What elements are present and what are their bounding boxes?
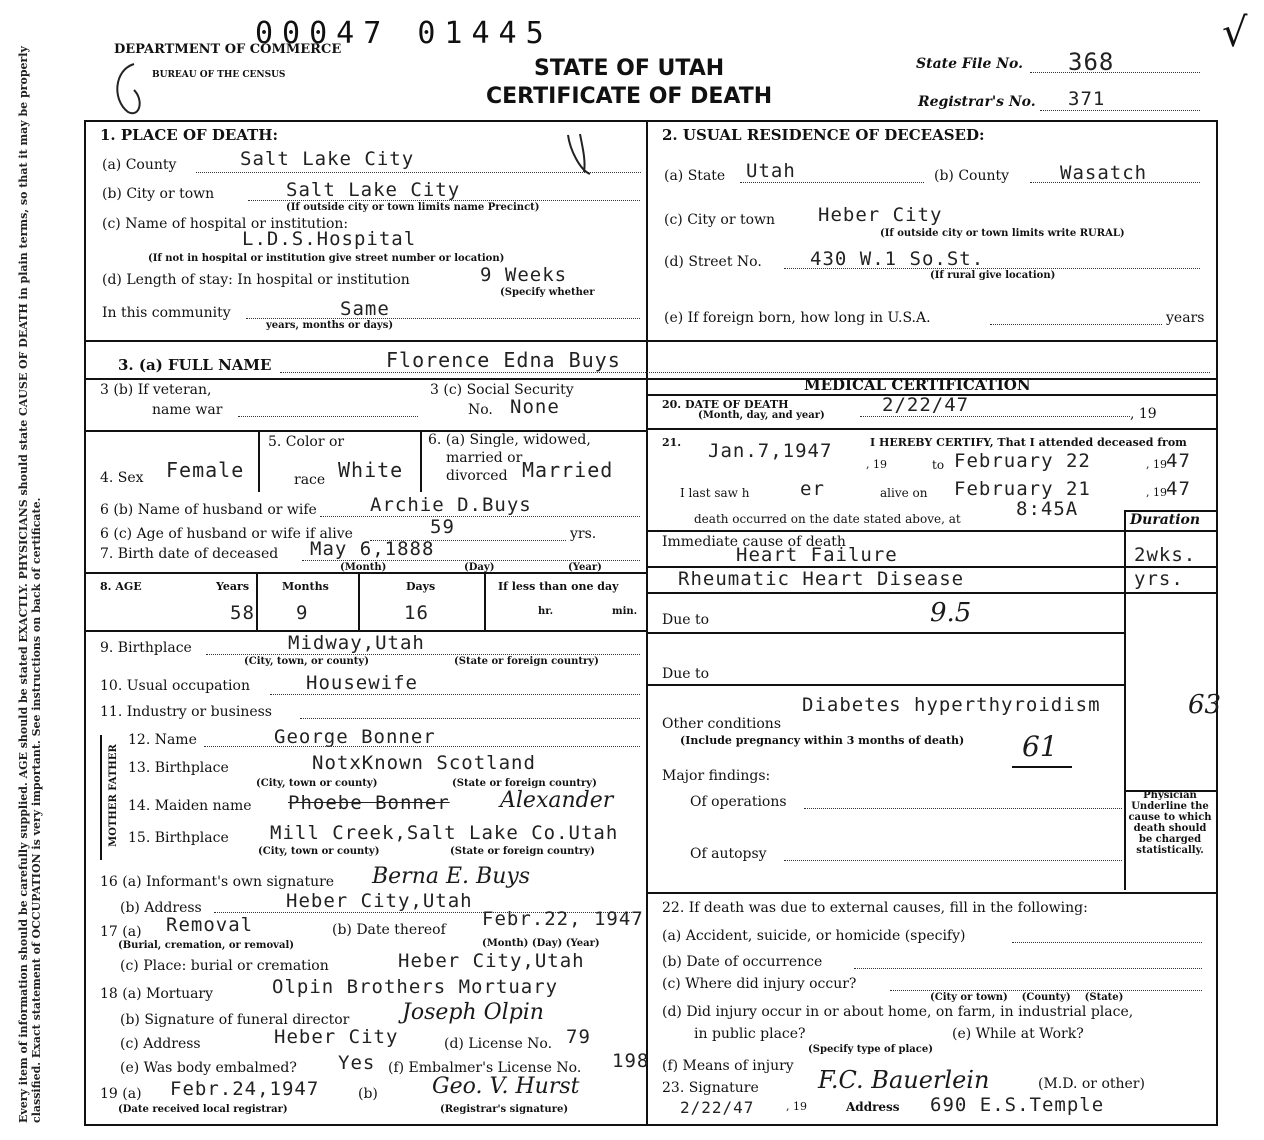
side-instructions: Every item of information should be carefully supplied. AGE should be stated EXACTLY. PHYSICIANS should state CAUSE OF DEATH in plain terms, so that it may be properly classified. Exact statement of OCCUPATION is very important. See instructions on back of certificate. [17, 46, 43, 1123]
state-file-number: 368 [1068, 48, 1115, 76]
veteran-war-label: name war [152, 402, 223, 418]
license-label: (d) License No. [444, 1036, 553, 1052]
age-label: 8. AGE [100, 580, 142, 593]
while-at-work-label: (e) While at Work? [952, 1026, 1084, 1042]
residence-heading: 2. USUAL RESIDENCE OF DECEASED: [662, 126, 985, 144]
sex-label: 4. Sex [100, 470, 144, 486]
hospital-label: (c) Name of hospital or institution: [102, 216, 349, 232]
spouse-name-value: Archie D.Buys [370, 494, 532, 516]
means-of-injury-label: (f) Means of injury [662, 1058, 794, 1074]
mortuary-address-value: Heber City [274, 1026, 399, 1048]
race-value: White [338, 458, 404, 482]
date-occurrence-label: (b) Date of occurrence [662, 954, 823, 970]
death-city-value: Salt Lake City [286, 179, 461, 201]
birth-date-label: 7. Birth date of deceased [100, 546, 279, 562]
disposition-label: 17 (a) [100, 924, 142, 940]
duration-label: Duration [1130, 512, 1201, 528]
birthplace-note-1: (City, town, or county) [244, 656, 369, 667]
ssn-no-label: No. [468, 402, 493, 418]
attended-to-year: 47 [1166, 450, 1191, 472]
other-conditions-value: Diabetes hyperthyroidism [802, 694, 1101, 716]
accident-label: (a) Accident, suicide, or homicide (specify) [662, 928, 966, 944]
department-label: DEPARTMENT OF COMMERCE [114, 42, 342, 57]
last-saw-her: er [800, 478, 825, 500]
autopsy-label: Of autopsy [690, 846, 767, 862]
certify-text: I HEREBY CERTIFY, That I attended deceased from [870, 436, 1187, 449]
age-days-value: 16 [404, 602, 429, 624]
father-birthplace-label: 13. Birthplace [128, 760, 229, 776]
race-label: race [294, 472, 326, 488]
mother-birthplace-value: Mill Creek,Salt Lake Co.Utah [270, 822, 619, 844]
father-name-label: 12. Name [128, 732, 197, 748]
certifier-date-19: , 19 [786, 1100, 807, 1113]
length-of-stay-label: (d) Length of stay: In hospital or institution [102, 272, 410, 288]
operations-label: Of operations [690, 794, 787, 810]
injury-place-label-2: in public place? [694, 1026, 806, 1042]
disposition-date-label: (b) Date thereof [332, 922, 446, 938]
alive-on-label: alive on [880, 486, 928, 500]
mortuary-address-label: (c) Address [120, 1036, 201, 1052]
hr-label: hr. [538, 606, 554, 617]
father-name-value: George Bonner [274, 726, 436, 748]
certifier-md-label: (M.D. or other) [1038, 1076, 1145, 1092]
immediate-cause-label: Immediate cause of death [662, 534, 846, 550]
other-conditions-label: Other conditions [662, 716, 782, 732]
mother-father-label: MOTHER FATHER [107, 744, 119, 847]
mortuary-label: 18 (a) Mortuary [100, 986, 214, 1002]
state-title: STATE OF UTAH [534, 56, 725, 81]
disposition-method-note: (Burial, cremation, or removal) [118, 940, 294, 951]
mother-birthplace-label: 15. Birthplace [128, 830, 229, 846]
place-of-death-heading: 1. PLACE OF DEATH: [100, 126, 279, 144]
informant-address-value: Heber City,Utah [286, 890, 473, 912]
father-birthplace-note-2: (State or foreign country) [452, 778, 597, 789]
father-birthplace-value: NotxKnown Scotland [312, 752, 536, 774]
community-label: In this community [102, 305, 231, 321]
ssn-label: 3 (c) Social Security [430, 382, 574, 398]
registrar-signature-note: (Registrar's signature) [440, 1104, 569, 1115]
spouse-age-value: 59 [430, 516, 455, 538]
disposition-method: Removal [166, 914, 254, 936]
last-saw-19: , 19 [1146, 486, 1167, 499]
residence-street-note: (If rural give location) [930, 270, 1056, 281]
occupation-label: 10. Usual occupation [100, 678, 250, 694]
death-county-label: (a) County [102, 157, 177, 173]
residence-city-value: Heber City [818, 204, 943, 226]
bureau-scribble-mark [104, 60, 150, 120]
community-note: years, months or days) [266, 320, 394, 331]
marital-value: Married [522, 458, 614, 482]
major-findings-label: Major findings: [662, 768, 771, 784]
community-value: Same [340, 298, 390, 320]
secondary-cause-duration: yrs. [1134, 568, 1184, 590]
funeral-director-signature: Joseph Olpin [402, 1000, 544, 1025]
license-value: 79 [566, 1026, 591, 1048]
foreign-born-suffix: years [1166, 310, 1205, 326]
birth-day-note: (Day) [464, 562, 495, 573]
registrar-b-label: (b) [358, 1086, 378, 1102]
death-city-label: (b) City or town [102, 186, 215, 202]
registrar-number-label: Registrar's No. [918, 94, 1036, 110]
physician-underline-note: Physician Underline the cause to which death should be charged statistically. [1128, 790, 1212, 856]
death-city-note: (If outside city or town limits name Precinct) [286, 202, 540, 213]
residence-city-note: (If outside city or town limits write RURAL) [880, 228, 1125, 239]
age-months-label: Months [282, 580, 329, 593]
attended-from: Jan.7,1947 [708, 440, 833, 462]
date-of-death-value: 2/22/47 [882, 394, 970, 416]
disposition-place-value: Heber City,Utah [398, 950, 585, 972]
certifier-address-label: Address [846, 1100, 900, 1114]
residence-street-label: (d) Street No. [664, 254, 762, 270]
residence-county-label: (b) County [934, 168, 1010, 184]
embalmed-value: Yes [338, 1052, 376, 1074]
full-name-label: 3. (a) FULL NAME [118, 356, 272, 374]
mother-maiden-handwritten: Alexander [500, 788, 614, 813]
birth-year-note: (Year) [568, 562, 602, 573]
mortuary-value: Olpin Brothers Mortuary [272, 976, 559, 998]
father-birthplace-note-1: (City, town or county) [256, 778, 378, 789]
residence-county-value: Wasatch [1060, 162, 1148, 184]
spouse-age-label: 6 (c) Age of husband or wife if alive [100, 526, 353, 542]
birthplace-note-2: (State or foreign country) [454, 656, 599, 667]
hospital-value: L.D.S.Hospital [242, 228, 417, 250]
immediate-cause-value: Heart Failure [736, 544, 898, 566]
state-file-label: State File No. [916, 56, 1024, 72]
immediate-cause-duration: 2wks. [1134, 544, 1197, 566]
received-label: 19 (a) [100, 1086, 142, 1102]
received-date-value: Febr.24,1947 [170, 1078, 320, 1100]
mother-maiden-label: 14. Maiden name [128, 798, 252, 814]
length-of-stay-value: 9 Weeks [480, 264, 568, 286]
birth-date-value: May 6,1888 [310, 538, 435, 560]
embalmer-license-value: 198 [612, 1050, 650, 1072]
age-years-value: 58 [230, 602, 255, 624]
hospital-note: (If not in hospital or institution give street number or location) [148, 253, 505, 264]
veteran-label: 3 (b) If veteran, [100, 382, 212, 398]
last-saw-label: I last saw h [680, 486, 750, 500]
ssn-value: None [510, 396, 560, 418]
death-occurred-label: death occurred on the date stated above, at [694, 512, 961, 526]
injury-location-label: (c) Where did injury occur? [662, 976, 857, 992]
external-causes-heading: 22. If death was due to external causes, fill in the following: [662, 900, 1088, 916]
birthplace-label: 9. Birthplace [100, 640, 192, 656]
residence-state-label: (a) State [664, 168, 726, 184]
age-years-label: Years [216, 580, 250, 593]
embalmed-label: (e) Was body embalmed? [120, 1060, 297, 1076]
secondary-cause-value: Rheumatic Heart Disease [678, 568, 965, 590]
other-conditions-handwritten: 63 [1188, 690, 1222, 720]
injury-place-note: (Specify type of place) [808, 1044, 933, 1055]
mother-birthplace-note-2: (State or foreign country) [450, 846, 595, 857]
due-to-label-2: Due to [662, 666, 710, 682]
registrar-signature: Geo. V. Hurst [432, 1074, 580, 1099]
last-saw-year: 47 [1166, 478, 1191, 500]
attended-to-19: , 19 [1146, 458, 1167, 471]
industry-label: 11. Industry or business [100, 704, 272, 720]
birthplace-value: Midway,Utah [288, 632, 425, 654]
length-of-stay-note: (Specify whether [500, 287, 595, 298]
due-to-label-1: Due to [662, 612, 710, 628]
corner-check-mark: √ [1222, 10, 1248, 56]
disposition-date-value: Febr.22, 1947 [482, 908, 644, 930]
due-to-handwritten: 9.5 [930, 598, 972, 628]
birth-month-note: (Month) [340, 562, 387, 573]
registrar-number: 371 [1068, 88, 1106, 110]
certifier-signature-label: 23. Signature [662, 1080, 759, 1096]
marital-label-3: divorced [446, 468, 508, 484]
death-time: 8:45A [1016, 498, 1079, 520]
informant-signature-label: 16 (a) Informant's own signature [100, 874, 335, 890]
color-race-label: 5. Color or [268, 434, 345, 450]
date-of-death-note: (Month, day, and year) [698, 410, 825, 421]
residence-city-label: (c) City or town [664, 212, 776, 228]
marital-label-2: married or [446, 450, 523, 466]
certifier-address-value: 690 E.S.Temple [930, 1094, 1105, 1116]
residence-state-value: Utah [746, 160, 796, 182]
medical-certification-heading: MEDICAL CERTIFICATION [804, 376, 1031, 394]
residence-street-value: 430 W.1 So.St. [810, 248, 985, 270]
certificate-title: CERTIFICATE OF DEATH [486, 84, 773, 109]
received-date-note: (Date received local registrar) [118, 1104, 288, 1115]
disposition-date-note: (Month) (Day) (Year) [482, 938, 600, 949]
injury-place-label: (d) Did injury occur in or about home, on farm, in industrial place, [662, 1004, 1134, 1020]
certifier-date: 2/22/47 [680, 1098, 755, 1117]
spouse-age-unit: yrs. [570, 526, 597, 542]
disposition-place-label: (c) Place: burial or cremation [120, 958, 329, 974]
date-of-death-label: 20. DATE OF DEATH [662, 398, 789, 411]
attended-to-label: to [932, 458, 945, 472]
spouse-name-label: 6 (b) Name of husband or wife [100, 502, 317, 518]
age-months-value: 9 [296, 602, 309, 624]
full-name-value: Florence Edna Buys [386, 348, 621, 372]
less-than-day-label: If less than one day [498, 580, 619, 593]
marital-label: 6. (a) Single, widowed, [428, 432, 591, 448]
sex-value: Female [166, 458, 245, 482]
handwritten-check-mark [560, 130, 600, 180]
certifier-signature: F.C. Bauerlein [818, 1066, 990, 1094]
certify-number: 21. [662, 436, 682, 449]
informant-signature: Berna E. Buys [372, 864, 531, 889]
mother-maiden-value: Phoebe Bonner [288, 792, 450, 814]
date-of-death-19: , 19 [1130, 406, 1157, 422]
mother-birthplace-note-1: (City, town or county) [258, 846, 380, 857]
other-conditions-note: (Include pregnancy within 3 months of death) [680, 734, 965, 747]
attended-from-19: , 19 [866, 458, 887, 471]
serial-number: 00047 01445 [255, 16, 553, 51]
age-days-label: Days [406, 580, 436, 593]
attended-to: February 22 [954, 450, 1091, 472]
occupation-value: Housewife [306, 672, 418, 694]
bureau-label: BUREAU OF THE CENSUS [152, 70, 286, 80]
min-label: min. [612, 606, 638, 617]
death-county-value: Salt Lake City [240, 148, 415, 170]
last-saw-date: February 21 [954, 478, 1091, 500]
foreign-born-label: (e) If foreign born, how long in U.S.A. [664, 310, 931, 326]
other-conditions-handwritten-2: 61 [1022, 730, 1058, 763]
injury-location-note: (City or town) (County) (State) [930, 992, 1124, 1003]
embalmer-license-label: (f) Embalmer's License No. [388, 1060, 582, 1076]
informant-address-label: (b) Address [120, 900, 202, 916]
funeral-director-label: (b) Signature of funeral director [120, 1012, 350, 1028]
